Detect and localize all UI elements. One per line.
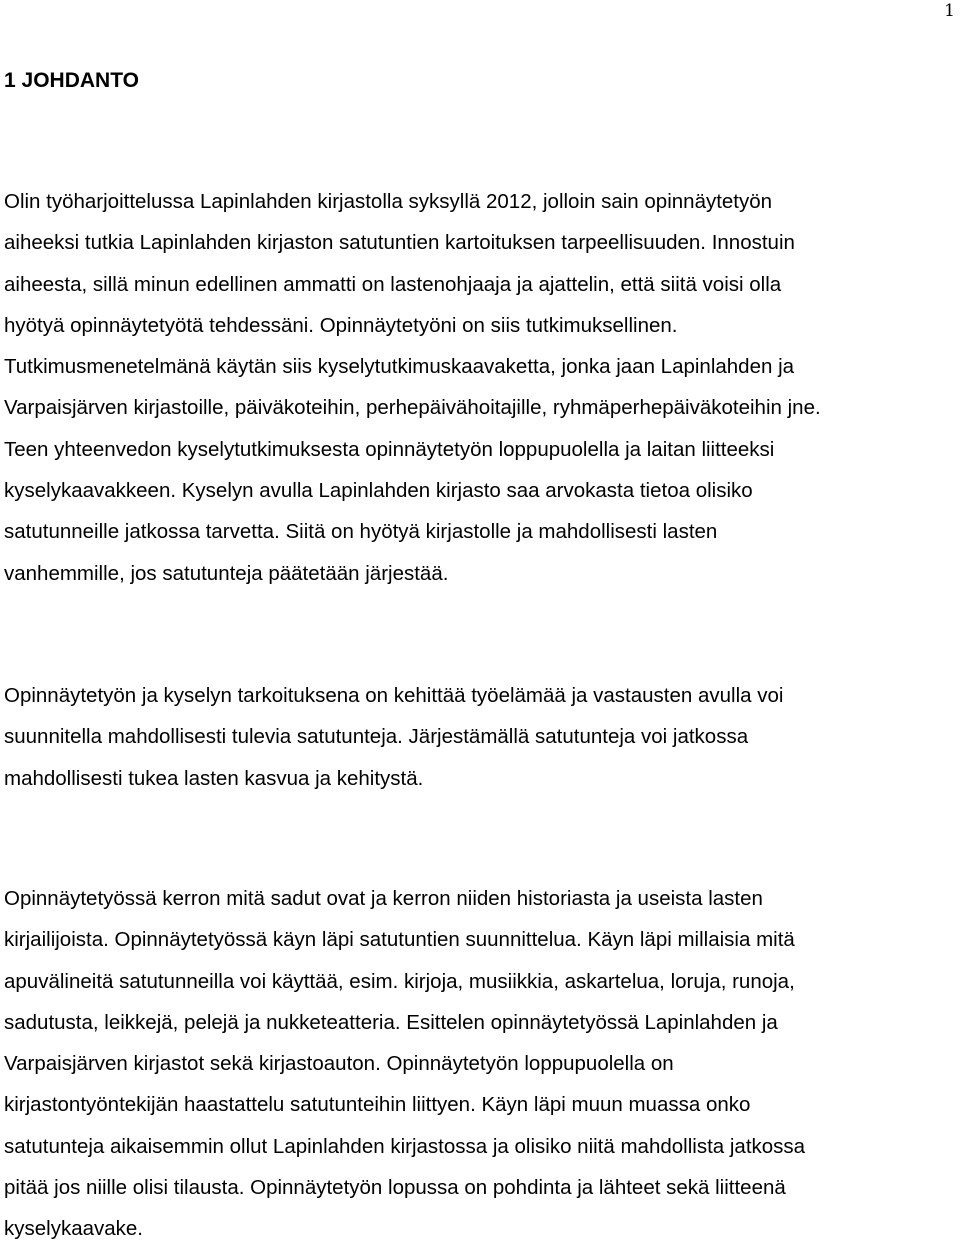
text-line: kyselykaavake. [4, 1217, 144, 1241]
text-line: Varpaisjärven kirjastoille, päiväkoteihin, perhepäivähoitajille, ryhmäperhepäiväkoteihin jne. [4, 396, 821, 420]
text-line: Varpaisjärven kirjastot sekä kirjastoauton. Opinnäytetyön loppupuolella on [4, 1052, 674, 1076]
text-line: satutunneille jatkossa tarvetta. Siitä on hyötyä kirjastolle ja mahdollisesti lasten [4, 520, 718, 544]
page-number: 1 [944, 1, 955, 21]
text-line: aiheesta, sillä minun edellinen ammatti on lastenohjaaja ja ajattelin, että siitä voisi olla [4, 272, 782, 296]
text-line: Opinnäytetyössä kerron mitä sadut ovat ja kerron niiden historiasta ja useista lasten [4, 887, 763, 910]
text-line: aiheeksi tutkia Lapinlahden kirjaston satutuntien kartoituksen tarpeellisuuden. Innostuin [4, 231, 795, 255]
text-line: Teen yhteenvedon kyselytutkimuksesta opinnäytetyön loppupuolella ja laitan liitteeksi [4, 437, 775, 461]
text-line: satutunteja aikaisemmin ollut Lapinlahden kirjastossa ja olisiko niitä mahdollista jatkossa [4, 1134, 806, 1158]
text-line: sadutusta, leikkejä, pelejä ja nukketeatteria. Esittelen opinnäytetyössä Lapinlahden ja [4, 1010, 778, 1034]
text-line: vanhemmille, jos satutunteja päätetään järjestää. [4, 561, 449, 585]
text-line: pitää jos niille olisi tilausta. Opinnäytetyön lopussa on pohdinta ja lähteet sekä liitteenä [4, 1176, 786, 1200]
text-line: Olin työharjoittelussa Lapinlahden kirjastolla syksyllä 2012, jolloin sain opinnäytetyön [4, 190, 773, 213]
text-line: Opinnäytetyön ja kyselyn tarkoituksena on kehittää työelämää ja vastausten avulla voi [4, 684, 784, 707]
text-line: kirjastontyöntekijän haastattelu satutunteihin liittyen. Käyn läpi muun muassa onko [4, 1093, 751, 1117]
paragraph-introduction [4, 181, 929, 594]
text-line: hyötyä opinnäytetyötä tehdessäni. Opinnäytetyöni on siis tutkimuksellinen. [4, 313, 678, 337]
text-line: suunnitella mahdollisesti tulevia satutunteja. Järjestämällä satutunteja voi jatkossa [4, 725, 749, 749]
section-heading: 1 JOHDANTO [4, 69, 139, 92]
text-line: kirjailijoista. Opinnäytetyössä käyn läpi satutuntien suunnittelua. Käyn läpi millaisia mitä [4, 928, 795, 952]
text-line: apuvälineitä satutunneilla voi käyttää, esim. kirjoja, musiikkia, askartelua, loruja, runoja, [4, 969, 795, 993]
paragraph-purpose [4, 675, 929, 799]
paragraph-contents-overview [4, 878, 929, 1250]
text-line: Tutkimusmenetelmänä käytän siis kyselytutkimuskaavaketta, jonka jaan Lapinlahden ja [4, 355, 795, 379]
text-line: kyselykaavakkeen. Kyselyn avulla Lapinlahden kirjasto saa arvokasta tietoa olisiko [4, 479, 753, 503]
text-line: mahdollisesti tukea lasten kasvua ja kehitystä. [4, 766, 424, 790]
